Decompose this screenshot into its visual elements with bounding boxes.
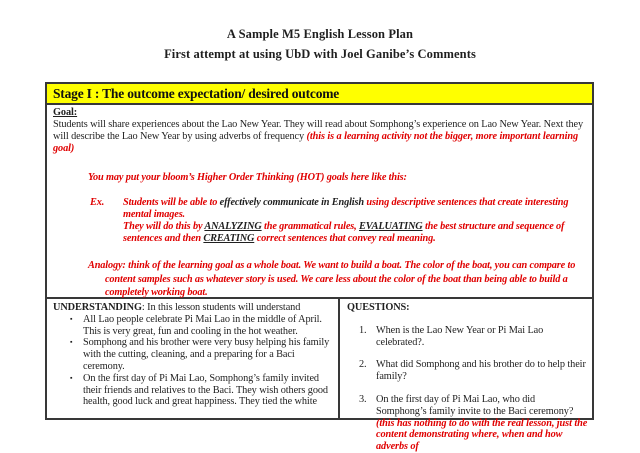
goal-label: Goal: <box>53 107 78 118</box>
understanding-questions-row <box>47 299 592 453</box>
question-3 <box>347 394 588 453</box>
example-red-6: correct sentences that convey real meaning. <box>254 233 436 244</box>
example-red-3: They will do this by <box>123 221 205 232</box>
question-1 <box>347 325 588 349</box>
question-2-number: 2. <box>359 359 367 371</box>
question-3-text: On the first day of Pi Mai Lao, who did Somphong’s family invite to the Baci ceremony? <box>376 393 574 417</box>
question-2 <box>347 359 588 383</box>
understanding-heading <box>53 302 333 314</box>
understanding-bullet-2 <box>53 337 333 372</box>
understanding-bullet-2-text: Somphong and his brother were very busy helping his family with the cutting, cleaning, and a preparing for a Baci ceremony. <box>83 337 330 372</box>
example-red-1: Students will be able to <box>123 197 220 208</box>
understanding-bullet-1-text: All Lao people celebrate Pi Mai Lao in the middle of April. This is very great, fun and cooling in the hot weather. <box>83 313 322 337</box>
example-evaluating: EVALUATING <box>359 221 423 232</box>
title-line-1: A Sample M5 English Lesson Plan <box>226 27 414 41</box>
bullet-icon: ▪ <box>70 338 73 347</box>
example-block <box>53 197 586 245</box>
title-line-2: First attempt at using UbD with Joel Ganibe’s Comments <box>164 47 476 61</box>
stage1-banner: Stage I : The outcome expectation/ desired outcome <box>47 84 592 105</box>
understanding-bullet-1 <box>53 314 333 338</box>
stage1-table <box>45 82 594 453</box>
questions-heading: QUESTIONS: <box>347 302 410 313</box>
understanding-bullet-3-text: On the first day of Pi Mai Lao, Somphong’s family invited their friends and relatives to the Baci. They wish others good health, good luck and great happiness. They tied the white <box>83 372 328 408</box>
example-label: Ex. <box>90 197 105 208</box>
hot-goals-note: You may put your bloom’s Higher Order Thinking (HOT) goals here like this: <box>88 172 407 183</box>
example-red-5: the best structure and sequence of sentences and then <box>123 221 565 244</box>
goal-heading <box>53 107 586 119</box>
example-analyzing: ANALYZING <box>204 221 262 232</box>
example-black-1: effectively communicate in English <box>219 197 364 208</box>
question-3-number: 3. <box>359 393 367 405</box>
bullet-icon: ▪ <box>70 373 73 382</box>
analogy-note: Analogy: think of the learning goal as a whole boat. We want to build a boat. The color of the boat, you can compare to content samples such as whatever story is used. We care less about the color of the boat than being able to build a completely working boat. <box>88 260 576 298</box>
goal-paragraph <box>53 119 586 155</box>
goal-text: Students will share experiences about the Lao New Year. They will read about Somphong’s experience on Lao New Year. Next they will describe the Lao New Year by using adverbs of frequency <box>53 119 584 142</box>
understanding-cell <box>47 299 340 418</box>
understanding-heading-rest: : In this lesson students will understand <box>141 302 301 313</box>
understanding-heading-bold: UNDERSTANDING <box>53 302 142 313</box>
questions-cell <box>340 299 592 453</box>
question-1-text: When is the Lao New Year or Pi Mai Lao celebrated?. <box>376 324 544 348</box>
example-red-2: using descriptive sentences that create interesting mental images. <box>123 197 569 220</box>
goal-section <box>47 105 592 299</box>
understanding-bullet-3 <box>53 373 333 408</box>
question-3-comment: (this has nothing to do with the real lesson, just the content demonstrating where, when and how adverbs of <box>376 417 588 453</box>
document-title <box>0 24 640 64</box>
question-3-text-wrap <box>376 394 588 453</box>
bullet-icon: ▪ <box>70 314 73 323</box>
example-red-4: the grammatical rules, <box>261 221 359 232</box>
question-1-number: 1. <box>359 324 367 336</box>
goal-comment: (this is a learning activity not the bigger, more important learning goal) <box>53 131 579 154</box>
example-creating: CREATING <box>203 233 255 244</box>
question-2-text: What did Somphong and his brother do to help their family? <box>376 359 586 383</box>
